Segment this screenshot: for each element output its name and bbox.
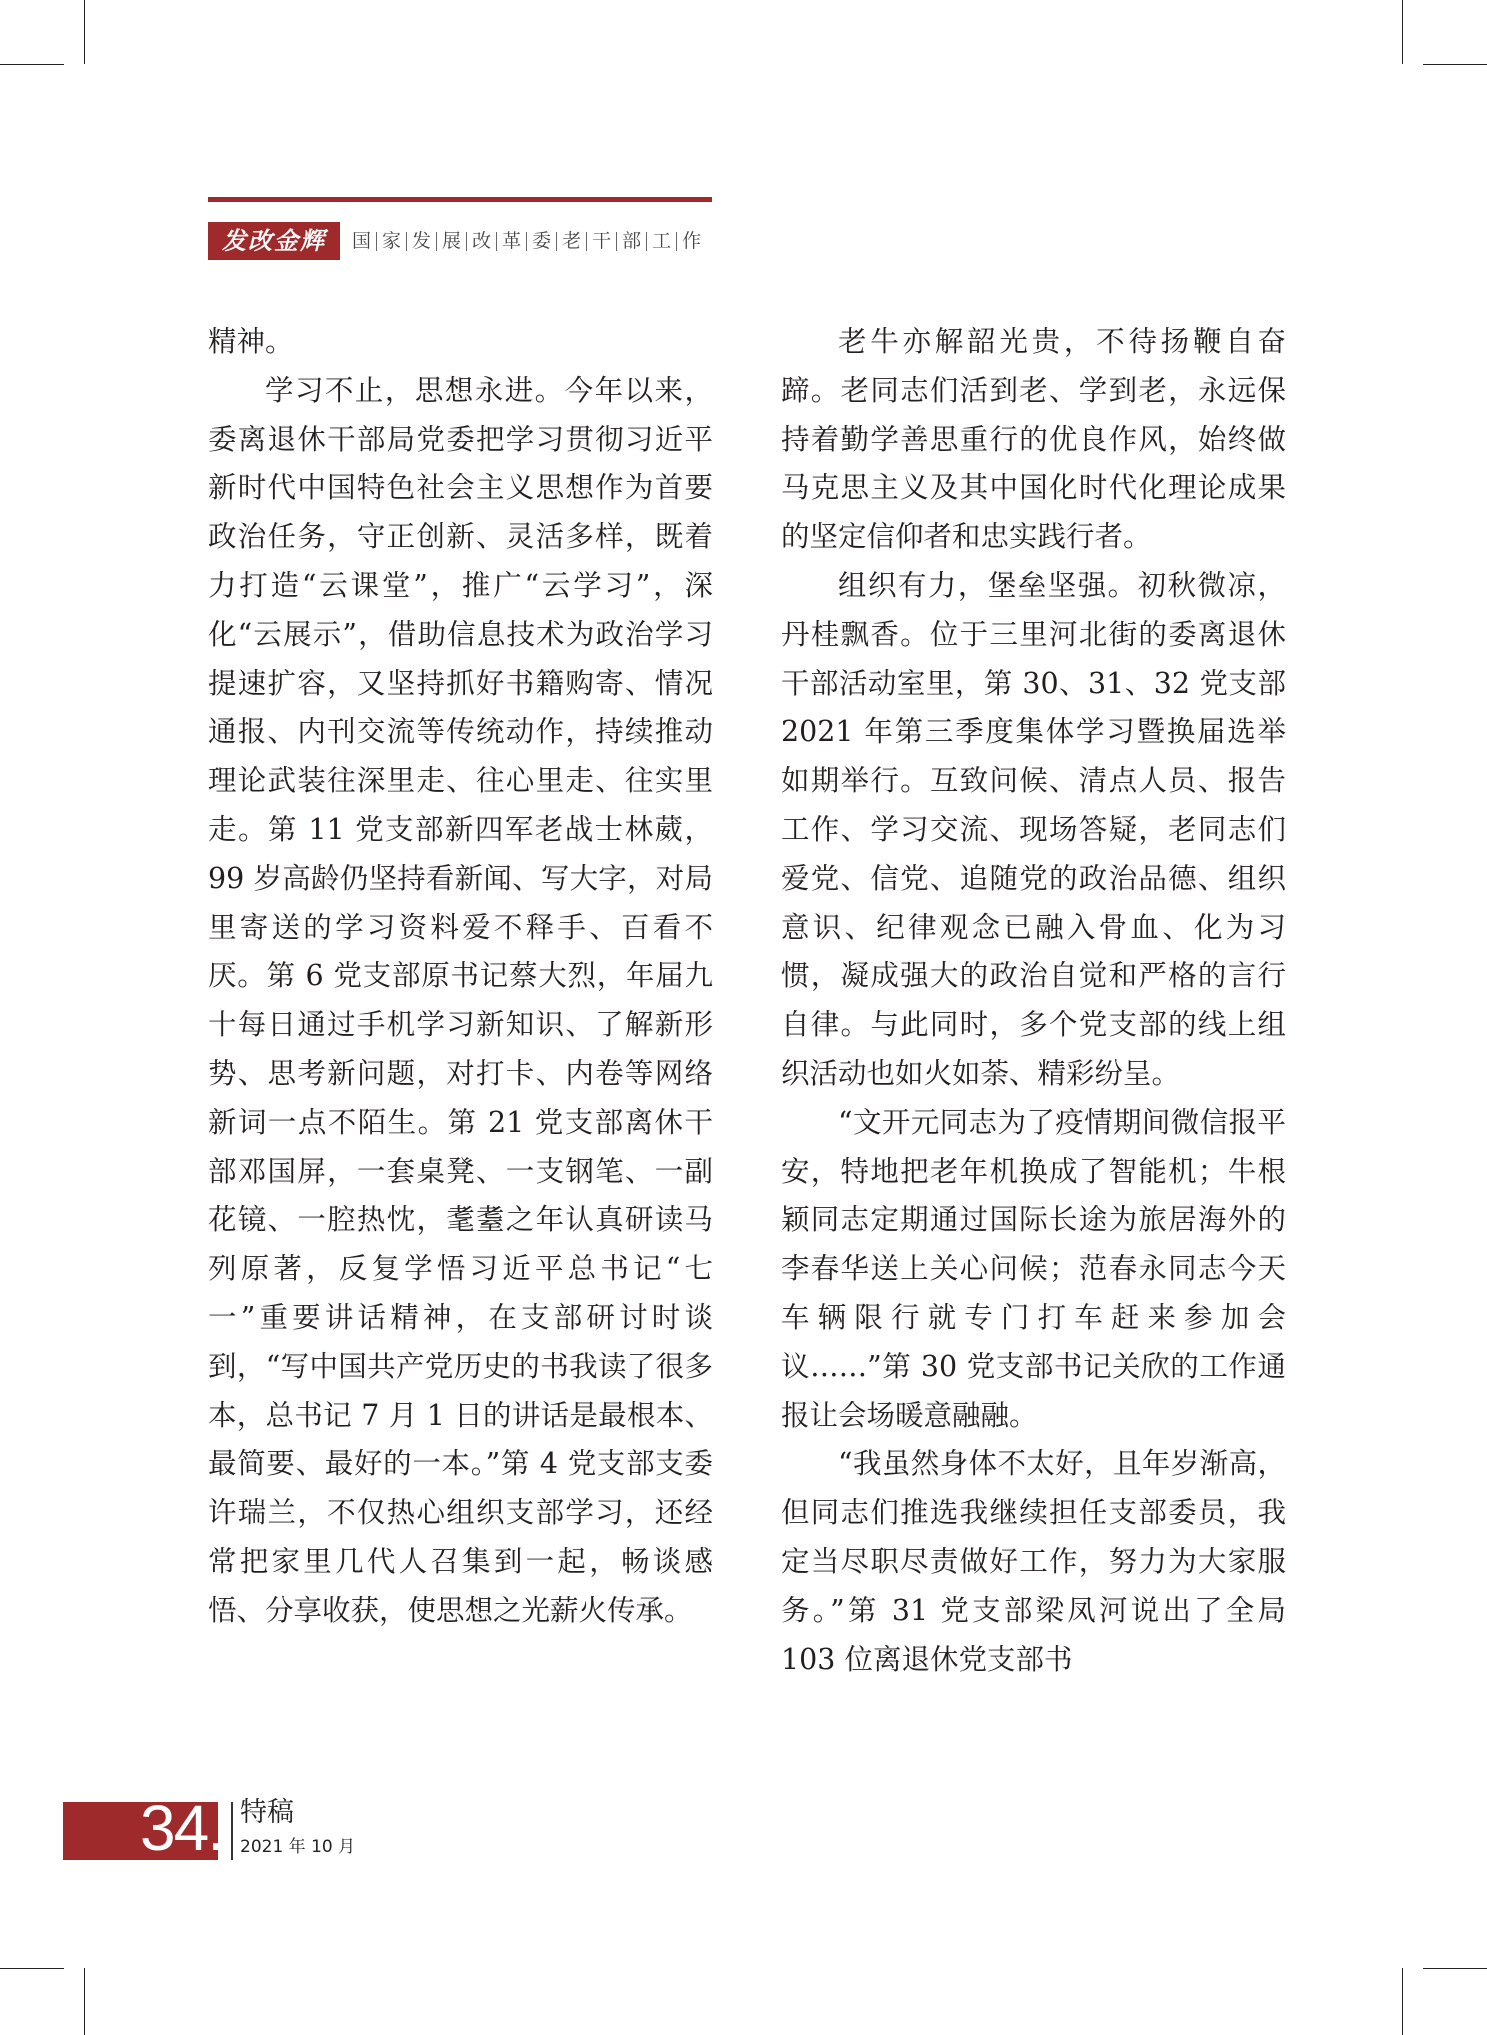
article-paragraph: 组织有力，堡垒坚强。初秋微凉，丹桂飘香。位于三里河北街的委离退休干部活动室里，第 30、31、32 党支部 2021 年第三季度集体学习暨换届选举如期举行。互致问候、清点人员、报告工作、学习交流、现场答疑，老同志们爱党、信党、追随党的政治品德、组织意识、纪律观念已融入骨血、化为习惯，凝成强大的政治自觉和严格的言行自律。与此同时，多个党支部的线上组织活动也如火如荼、精彩纷呈。 <box>781 568 1286 1090</box>
header-org-char: 干 <box>586 232 616 251</box>
article-paragraph: 学习不止，思想永进。今年以来，委离退休干部局党委把学习贯彻习近平新时代中国特色社会主义思想作为首要政治任务，守正创新、灵活多样，既着力打造“云课堂”，推广“云学习”，深化“云展示”，借助信息技术为政治学习提速扩容，又坚持抓好书籍购寄、情况通报、内刊交流等传统动作，持续推动理论武装往深里走、往心里走、往实里走。第 11 党支部新四军老战士林葳，99 岁高龄仍坚持看新闻、写大字，对局里寄送的学习资料爱不释手、百看不厌。第 6 党支部原书记蔡大烈，年届九十每日通过手机学习新知识、了解新形势、思考新问题，对打卡、内卷等网络新词一点不陌生。第 21 党支部离休干部邓国屏，一套桌凳、一支钢笔、一副花镜、一腔热忱，耄耋之年认真研读马列原著，反复学悟习近平总书记“七一”重要讲话精神，在支部研讨时谈到，“写中国共产党历史的书我读了很多本，总书记 7 月 1 日的讲话是最根本、最简要、最好的一本。”第 4 党支部支委许瑞兰，不仅热心组织支部学习，还经常把家里几代人召集到一起，畅谈感悟、分享收获，使思想之光薪火传承。 <box>208 373 713 1627</box>
magazine-logo: 发改金辉 <box>208 222 340 260</box>
header-org-name <box>352 224 706 258</box>
article-paragraph: “文开元同志为了疫情期间微信报平安，特地把老年机换成了智能机；牛根颖同志定期通过国际长途为旅居海外的李春华送上关心问候；范春永同志今天车辆限行就专门打车赶来参加会议……”第 30 党支部书记关欣的工作通报让会场暖意融融。 <box>781 1105 1286 1432</box>
article-paragraph: 老牛亦解韶光贵，不待扬鞭自奋蹄。老同志们活到老、学到老，永远保持着勤学善思重行的优良作风，始终做马克思主义及其中国化时代化理论成果的坚定信仰者和忠实践行者。 <box>781 325 1286 554</box>
header-org-char: 作 <box>676 232 706 251</box>
article-column-left <box>208 318 713 1636</box>
header-org-char: 发 <box>406 232 436 251</box>
header-org-char: 展 <box>436 232 466 251</box>
header-org-char: 革 <box>496 232 526 251</box>
page-number: 34. <box>140 1792 223 1864</box>
footer-divider <box>231 1802 233 1860</box>
article-paragraph: “我虽然身体不太好，且年岁渐高，但同志们推选我继续担任支部委员，我定当尽职尽责做好工作，努力为大家服务。”第 31 党支部梁凤河说出了全局 103 位离退休党支部书 <box>781 1447 1286 1676</box>
article-column-right <box>781 318 1286 1684</box>
header-org-char: 国 <box>352 229 372 252</box>
header-rule <box>208 197 712 202</box>
header-org-char: 委 <box>526 232 556 251</box>
header-org-char: 改 <box>466 232 496 251</box>
header-org-char: 工 <box>646 232 676 251</box>
header-org-char: 部 <box>616 232 646 251</box>
issue-date: 2021 年 10 月 <box>240 1837 356 1857</box>
article-paragraph: 精神。 <box>208 325 294 358</box>
section-title: 特稿 <box>240 1797 294 1828</box>
header-org-char: 家 <box>376 232 406 251</box>
header-org-char: 老 <box>556 232 586 251</box>
